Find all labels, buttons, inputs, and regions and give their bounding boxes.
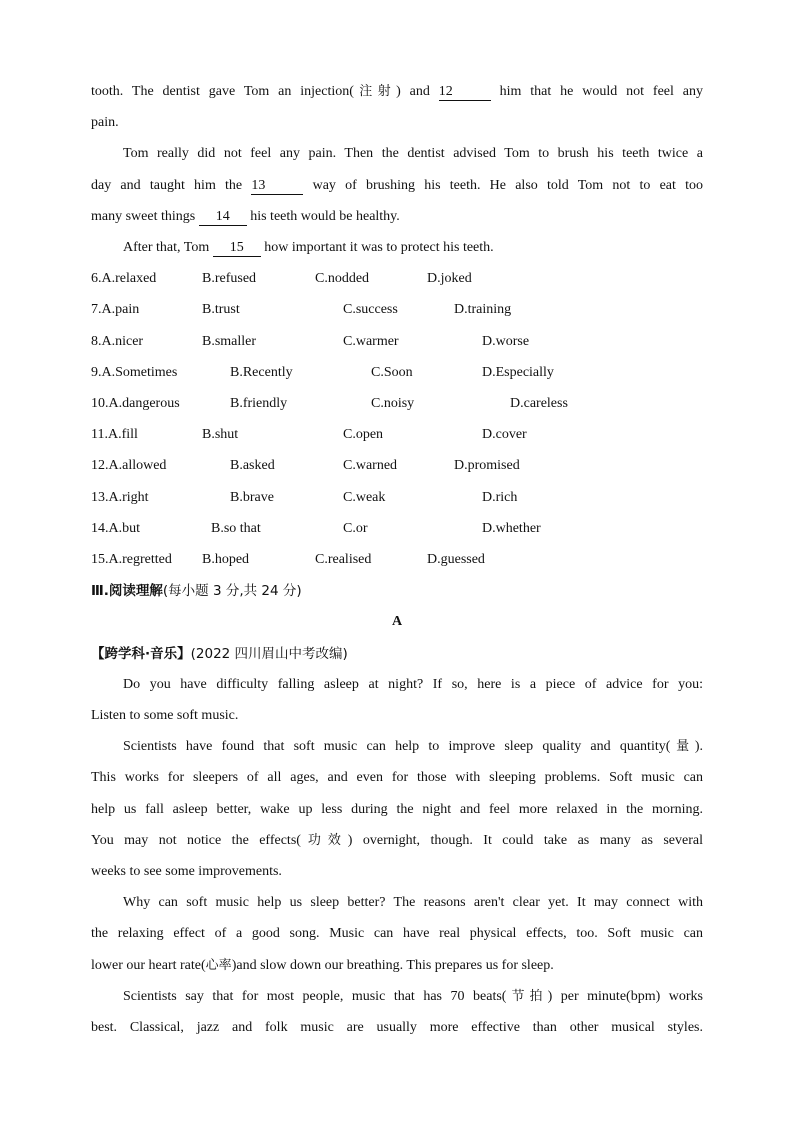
option-c[interactable]: C.open [343,427,384,442]
options-row-10 [91,394,703,414]
blank-15[interactable]: 15 [213,240,261,257]
option-d[interactable]: D.whether [482,521,541,536]
option-b[interactable]: B.friendly [230,396,288,411]
option-d[interactable]: D.joked [427,271,472,286]
option-b[interactable]: B.hoped [202,552,250,567]
option-b[interactable]: B.brave [230,490,274,505]
option-b[interactable]: B.refused [202,271,257,286]
passage-line: Why can soft music help us sleep better? The reasons aren't clear yet. It may connect with [123,895,703,910]
option-b[interactable]: B.trust [202,302,240,317]
option-a[interactable]: 7.A.pain [91,302,140,317]
option-a[interactable]: 9.A.Sometimes [91,365,178,380]
passage-line: Listen to some soft music. [91,708,239,723]
option-a[interactable]: 12.A.allowed [91,458,167,473]
passage-line: help us fall asleep better, wake up less during the night and feel more relaxed in the morning. [91,802,703,817]
options-row-13 [91,488,703,508]
passage-line: Tom really did not feel any pain. Then the dentist advised Tom to brush his teeth twice a [123,146,703,161]
options-row-7 [91,300,703,320]
option-a[interactable]: 6.A.relaxed [91,271,157,286]
options-row-9 [91,363,703,383]
options-row-11 [91,425,703,445]
passage-line: many sweet things 14 his teeth would be healthy. [91,209,400,224]
option-c[interactable]: C.weak [343,490,386,505]
option-d[interactable]: D.rich [482,490,518,505]
option-c[interactable]: C.or [343,521,368,536]
passage-line: the relaxing effect of a good song. Music can have real physical effects, too. Soft music can [91,926,703,941]
option-d[interactable]: D.promised [454,458,520,473]
options-row-8 [91,332,703,352]
option-a[interactable]: 8.A.nicer [91,334,144,349]
option-d[interactable]: D.guessed [427,552,485,567]
option-a[interactable]: 14.A.but [91,521,140,536]
option-b[interactable]: B.so that [211,521,261,536]
option-b[interactable]: B.asked [230,458,275,473]
option-c[interactable]: C.realised [315,552,372,567]
option-b[interactable]: B.smaller [202,334,257,349]
options-row-15 [91,550,703,570]
blank-12[interactable]: 12 [439,84,491,101]
blank-14[interactable]: 14 [199,209,247,226]
options-row-14 [91,519,703,539]
options-row-6 [91,269,703,289]
option-d[interactable]: D.worse [482,334,530,349]
option-c[interactable]: C.nodded [315,271,370,286]
option-d[interactable]: D.careless [510,396,568,411]
option-c[interactable]: C.success [343,302,398,317]
option-c[interactable]: C.Soon [371,365,413,380]
passage-line: weeks to see some improvements. [91,864,282,879]
option-a[interactable]: 10.A.dangerous [91,396,180,411]
passage-line: Scientists say that for most people, music that has 70 beats(节拍) per minute(bpm) works [123,989,703,1004]
option-d[interactable]: D.cover [482,427,527,442]
option-d[interactable]: D.training [454,302,512,317]
passage-line: After that, Tom 15 how important it was to protect his teeth. [123,240,494,255]
option-a[interactable]: 15.A.regretted [91,552,172,567]
option-c[interactable]: C.warned [343,458,398,473]
option-a[interactable]: 11.A.fill [91,427,138,442]
source-line: 【跨学科·音乐】(2022 四川眉山中考改编) [91,646,348,662]
passage-line: You may not notice the effects(功效) overnight, though. It could take as many as several [91,833,703,848]
passage-line: pain. [91,115,119,130]
passage-line: best. Classical, jazz and folk music are usually more effective than other musical styles. [91,1020,703,1035]
option-d[interactable]: D.Especially [482,365,554,380]
part-label: A [391,614,403,629]
option-c[interactable]: C.warmer [343,334,399,349]
passage-line: Do you have difficulty falling asleep at night? If so, here is a piece of advice for you: [123,677,703,692]
blank-13[interactable]: 13 [251,178,303,195]
passage-line: tooth. The dentist gave Tom an injection(注射) and 12 him that he would not feel any [91,84,703,99]
options-row-12 [91,456,703,476]
passage-line: Scientists have found that soft music can help to improve sleep quality and quantity(量). [123,739,703,754]
option-c[interactable]: C.noisy [371,396,415,411]
passage-line: lower our heart rate(心率)and slow down our breathing. This prepares us for sleep. [91,958,554,973]
passage-line: This works for sleepers of all ages, and even for those with sleeping problems. Soft music can [91,770,703,785]
section-heading: Ⅲ.阅读理解(每小题 3 分,共 24 分) [91,583,302,599]
passage-line: day and taught him the 13 way of brushing his teeth. He also told Tom not to eat too [91,178,704,193]
option-a[interactable]: 13.A.right [91,490,149,505]
option-b[interactable]: B.shut [202,427,239,442]
option-b[interactable]: B.Recently [230,365,293,380]
